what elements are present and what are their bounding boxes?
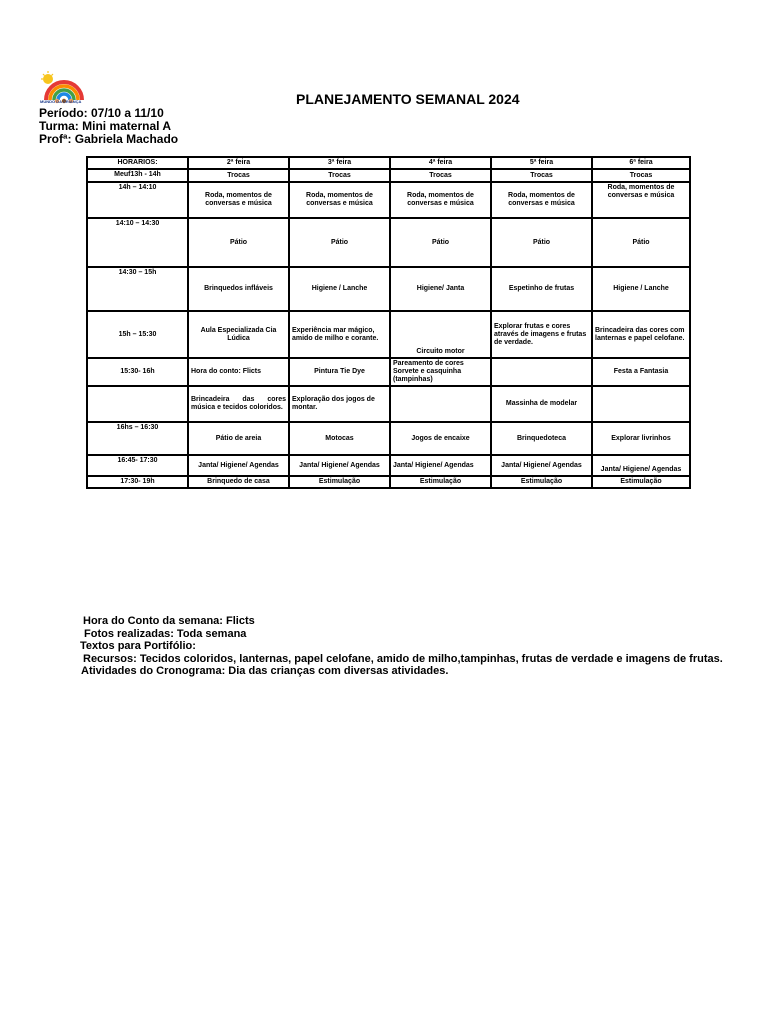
- activity-cell: Hora do conto: Flicts: [188, 358, 289, 386]
- activity-cell: Janta/ Higiene/ Agendas: [289, 455, 390, 476]
- page-title: PLANEJAMENTO SEMANAL 2024: [296, 91, 520, 107]
- activity-cell: Higiene / Lanche: [289, 267, 390, 311]
- activity-cell: Pareamento de cores Sorvete e casquinha (tampinhas): [390, 358, 491, 386]
- resources-text: Recursos: Tecidos coloridos, lanternas, papel celofane, amido de milho,tampinhas, frutas de verdade e imagens de frutas.: [83, 652, 723, 665]
- table-row: [87, 267, 690, 311]
- teacher-text: Profª: Gabriela Machado: [39, 132, 179, 146]
- activity-cell: Motocas: [289, 422, 390, 455]
- table-row: [87, 218, 690, 267]
- activity-cell: Higiene / Lanche: [592, 267, 690, 311]
- activity-cell: Aula Especializada Cia Lúdica: [188, 311, 289, 358]
- activity-cell: Festa a Fantasia: [592, 358, 690, 386]
- activity-cell: Estimulação: [289, 476, 390, 488]
- activity-cell: Janta/ Higiene/ Agendas: [188, 455, 289, 476]
- activity-cell: [390, 386, 491, 422]
- activity-cell: Pátio: [289, 218, 390, 267]
- activity-cell: Estimulação: [592, 476, 690, 488]
- activity-cell: Estimulação: [390, 476, 491, 488]
- weekly-schedule-table: [86, 156, 691, 489]
- activity-cell: Higiene/ Janta: [390, 267, 491, 311]
- schedule-activities-text: Atividades do Cronograma: Dia das crianças com diversas atividades.: [81, 665, 449, 677]
- time-cell: 14h – 14:10: [87, 182, 188, 218]
- table-row: [87, 182, 690, 218]
- activity-cell: Brinquedoteca: [491, 422, 592, 455]
- activity-cell: Experiência mar mágico, amido de milho e corante.: [289, 311, 390, 358]
- activity-cell: Roda, momentos de conversas e música: [188, 182, 289, 218]
- activity-cell: Pátio: [491, 218, 592, 267]
- activity-cell: Trocas: [188, 169, 289, 182]
- header-cell: 5ª feira: [491, 157, 592, 169]
- activity-cell: Trocas: [491, 169, 592, 182]
- time-cell: 14:10 – 14:30: [87, 218, 188, 267]
- table-row: [87, 358, 690, 386]
- activity-cell: Explorar frutas e cores através de imagens e frutas de verdade.: [491, 311, 592, 358]
- activity-cell: Janta/ Higiene/ Agendas: [390, 455, 491, 476]
- activity-cell: Brinquedos infláveis: [188, 267, 289, 311]
- activity-cell: Pátio: [390, 218, 491, 267]
- time-cell: 16:45- 17:30: [87, 455, 188, 476]
- activity-cell: Janta/ Higiene/ Agendas: [592, 455, 690, 476]
- period-text: Período: 07/10 a 11/10: [39, 106, 164, 120]
- time-cell: 15:30- 16h: [87, 358, 188, 386]
- activity-cell: Roda, momentos de conversas e música: [592, 182, 690, 218]
- header-cell: 6ª feira: [592, 157, 690, 169]
- activity-cell: [491, 358, 592, 386]
- activity-cell: Pintura Tie Dye: [289, 358, 390, 386]
- time-cell: [87, 386, 188, 422]
- portfolio-texts-label: Textos para Portifólio:: [80, 640, 196, 652]
- activity-cell: Espetinho de frutas: [491, 267, 592, 311]
- activity-cell: Trocas: [289, 169, 390, 182]
- weekly-notes: [80, 615, 723, 678]
- time-cell: 15h – 15:30: [87, 311, 188, 358]
- activity-cell: Roda, momentos de conversas e música: [390, 182, 491, 218]
- header-cell: 4ª feira: [390, 157, 491, 169]
- header-cell: 3ª feira: [289, 157, 390, 169]
- time-cell: 17:30- 19h: [87, 476, 188, 488]
- class-text: Turma: Mini maternal A: [39, 119, 172, 133]
- table-row: [87, 311, 690, 358]
- activity-cell: Brinquedo de casa: [188, 476, 289, 488]
- table-row: [87, 422, 690, 455]
- activity-cell: Jogos de encaixe: [390, 422, 491, 455]
- activity-cell: Brincadeira das cores com lanternas e papel celofane.: [592, 311, 690, 358]
- activity-cell: Roda, momentos de conversas e música: [289, 182, 390, 218]
- activity-cell: Pátio: [188, 218, 289, 267]
- activity-cell: Massinha de modelar: [491, 386, 592, 422]
- header-cell: HORARIOS:: [87, 157, 188, 169]
- activity-cell: Exploração dos jogos de montar.: [289, 386, 390, 422]
- time-cell: Meuf13h - 14h: [87, 169, 188, 182]
- header-cell: 2ª feira: [188, 157, 289, 169]
- logo-caption: MUNDO DA CRIANÇA: [40, 99, 82, 104]
- class-info: [39, 107, 178, 146]
- activity-cell: Janta/ Higiene/ Agendas: [491, 455, 592, 476]
- story-of-week-text: Hora do Conto da semana: Flicts: [83, 615, 255, 627]
- table-header-row: [87, 157, 690, 169]
- activity-cell: Roda, momentos de conversas e música: [491, 182, 592, 218]
- time-cell: 16hs – 16:30: [87, 422, 188, 455]
- activity-cell: Explorar livrinhos: [592, 422, 690, 455]
- table-row: [87, 386, 690, 422]
- activity-cell: [592, 386, 690, 422]
- activity-cell: Pátio de areia: [188, 422, 289, 455]
- table-row: [87, 455, 690, 476]
- activity-cell: Pátio: [592, 218, 690, 267]
- table-row: [87, 169, 690, 182]
- photos-text: Fotos realizadas: Toda semana: [84, 627, 247, 640]
- activity-cell: Estimulação: [491, 476, 592, 488]
- activity-cell: Circuito motor: [390, 311, 491, 358]
- activity-cell: Brincadeira das cores música e tecidos coloridos.: [188, 386, 289, 422]
- activity-cell: Trocas: [592, 169, 690, 182]
- activity-cell: Trocas: [390, 169, 491, 182]
- table-row: [87, 476, 690, 488]
- time-cell: 14:30 – 15h: [87, 267, 188, 311]
